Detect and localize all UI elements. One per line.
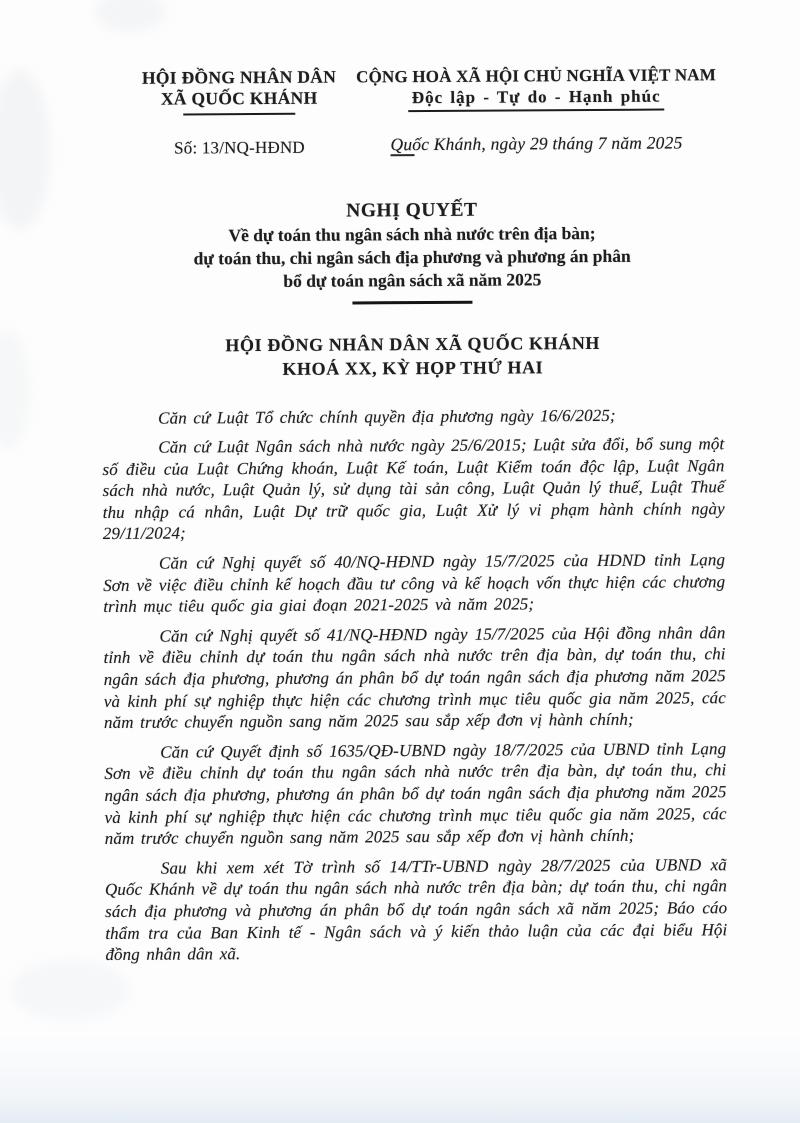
- scan-smudge: [95, 0, 165, 32]
- issuing-org-name-line1: HỘI ĐỒNG NHÂN DÂN: [141, 66, 337, 88]
- place-and-date-text: Quốc Khánh, ngày 29 tháng 7 năm 2025: [390, 132, 683, 155]
- document-body: [102, 404, 727, 966]
- scan-smudge: [0, 330, 30, 450]
- issuer-heading-line2: KHOÁ XX, KỲ HỌP THỨ HAI: [282, 356, 544, 379]
- national-motto-line1: CỘNG HOÀ XÃ HỘI CHỦ NGHĨA VIỆT NAM: [356, 65, 717, 87]
- document-subtitle-line: bổ dự toán ngân sách xã năm 2025: [283, 269, 542, 291]
- national-motto-line2-wrap: [350, 86, 722, 112]
- document-subtitle-line: dự toán thu, chi ngân sách địa phương và phương án phân: [193, 245, 631, 269]
- issuer-heading-line1: HỘI ĐỒNG NHÂN DÂN XÃ QUỐC KHÁNH: [225, 332, 601, 355]
- document-header: [100, 64, 723, 159]
- document-type-title: NGHỊ QUYẾT: [346, 199, 478, 222]
- document-subtitle-line: Về dự toán thu ngân sách nhà nước trên địa bàn;: [228, 222, 596, 246]
- issuing-org-name-line2: XÃ QUỐC KHÁNH: [160, 87, 318, 109]
- scan-smudge: [10, 960, 130, 1020]
- document-content: [100, 64, 727, 966]
- body-paragraph: Căn cứ Nghị quyết số 41/NQ-HĐND ngày 15/7/2025 của Hội đồng nhân dân tỉnh về điều chỉnh dự toán thu ngân sách nhà nước trên địa bàn, dự toán thu, chi ngân sách địa phương, phương án phân bổ dự toán ngân sách địa phương năm 2025 và kinh phí sự nghiệp thực hiện các chương trình mục tiêu quốc gia năm 2025, các năm trước chuyển nguồn sang năm 2025 sau sắp xếp đơn vị hành chính;: [103, 623, 726, 733]
- body-paragraph: Căn cứ Quyết định số 1635/QĐ-UBND ngày 18/7/2025 của UBND tỉnh Lạng Sơn về điều chỉnh dự toán thu ngân sách nhà nước trên địa bàn, dự toán thu, chi ngân sách địa phương, phương án phân bổ dự toán ngân sách địa phương năm 2025 và kinh phí sự nghiệp thực hiện các chương trình mục tiêu quốc gia năm 2025, các năm trước chuyển nguồn sang năm 2025 sau sắp xếp đơn vị hành chính;: [104, 739, 727, 849]
- title-separator-rule: [352, 301, 472, 304]
- national-header-block: [350, 64, 723, 155]
- body-paragraph: Căn cứ Luật Tổ chức chính quyền địa phương ngày 16/6/2025;: [158, 405, 616, 428]
- place-name-underline: [391, 154, 415, 156]
- org-name-underline: [183, 113, 295, 116]
- body-paragraph: Căn cứ Luật Ngân sách nhà nước ngày 25/6/2015; Luật sửa đổi, bổ sung một số điều của Luật Chứng khoán, Luật Kế toán, Luật Kiểm toán độc lập, Luật Ngân sách nhà nước, Luật Quản lý, sử dụng tài sản công, Luật Quản lý thuế, Luật Thuế thu nhập cá nhân, Luật Dự trữ quốc gia, Luật Xử lý vi phạm hành chính ngày 29/11/2024;: [102, 434, 725, 544]
- issuing-org-block: [130, 66, 349, 158]
- document-title-block: [101, 197, 724, 305]
- dateline-wrap: [350, 132, 722, 155]
- national-motto-line2: Độc lập - Tự do - Hạnh phúc: [408, 87, 665, 113]
- body-paragraph: Căn cứ Nghị quyết số 40/NQ-HĐND ngày 15/7/2025 của HDND tỉnh Lạng Sơn về việc điều chỉnh kế hoạch đầu tư công và kế hoạch vốn thực hiện các chương trình mục tiêu quốc gia giai đoạn 2021-2025 và năm 2025;: [103, 550, 726, 617]
- scan-smudge: [0, 70, 50, 230]
- body-paragraph: Sau khi xem xét Tờ trình số 14/TTr-UBND ngày 28/7/2025 của UBND xã Quốc Khánh về dự toán thu ngân sách nhà nước trên địa bàn; dự toán thu, chi ngân sách địa phương và phương án phân bổ dự toán ngân sách xã năm 2025; Báo cáo thẩm tra của Ban Kinh tế - Ngân sách và ý kiến thảo luận của các đại biểu Hội đồng nhân dân xã.: [104, 854, 728, 965]
- document-number: Số: 13/NQ-HĐND: [174, 137, 305, 158]
- issuer-heading-block: [102, 330, 724, 382]
- place-and-date: [390, 132, 682, 155]
